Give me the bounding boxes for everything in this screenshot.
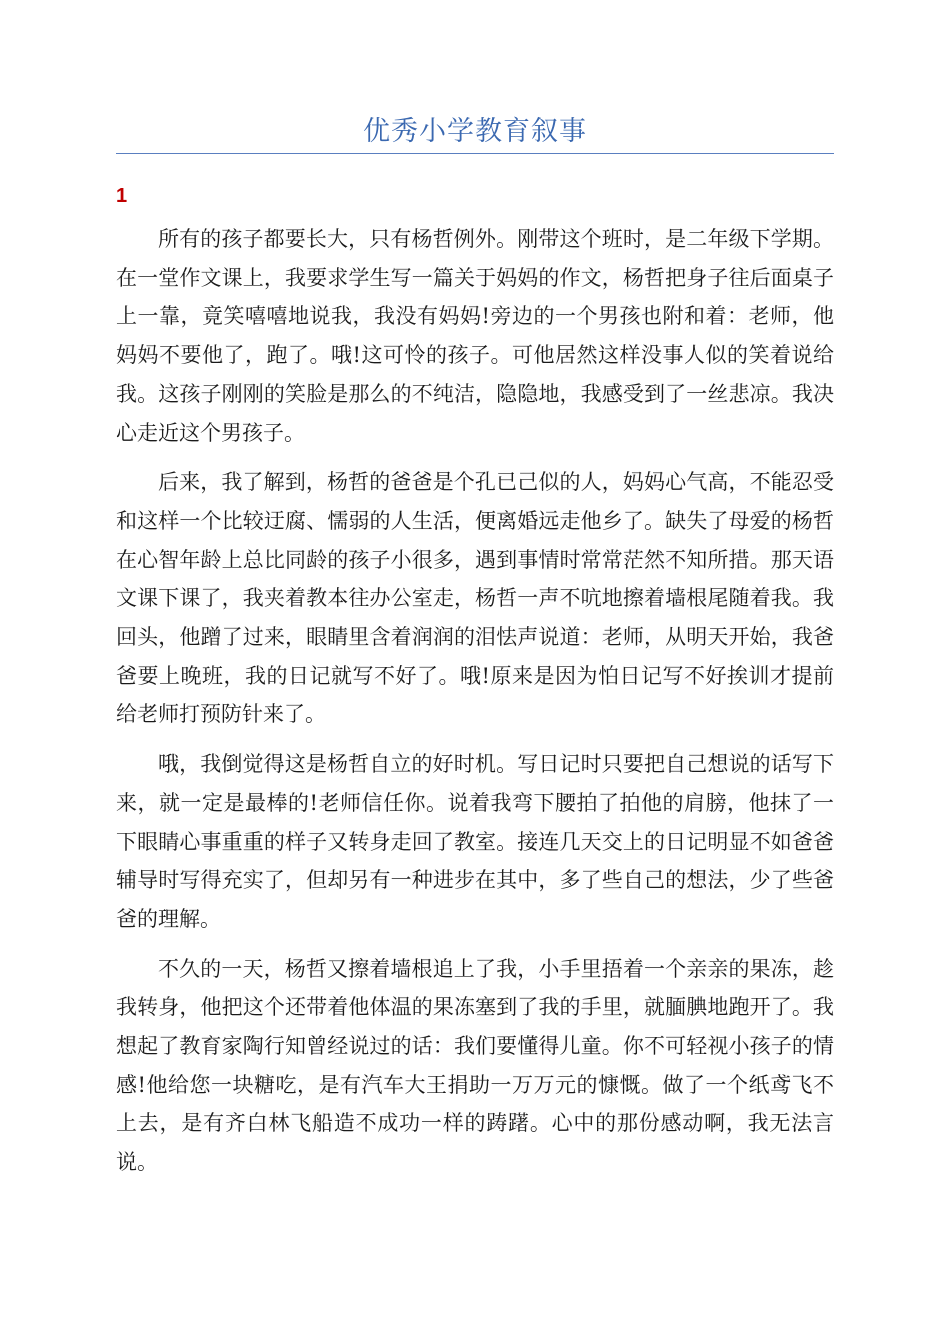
paragraph: 不久的一天，杨哲又擦着墙根追上了我，小手里捂着一个亲亲的果冻，趁我转身，他把这个还带着他体温的果冻塞到了我的手里，就腼腆地跑开了。我想起了教育家陶行知曾经说过的话：我们要懂得儿童。你不可轻视小孩子的情感!他给您一块糖吃，是有汽车大王捐助一万万元的慷慨。做了一个纸鸢飞不上去，是有齐白林飞船造不成功一样的踌躇。心中的那份感动啊，我无法言说。	[116, 956, 834, 1175]
paragraph: 哦，我倒觉得这是杨哲自立的好时机。写日记时只要把自己想说的话写下来，就一定是最棒的!老师信任你。说着我弯下腰拍了拍他的肩膀，他抹了一下眼睛心事重重的样子又转身走回了教室。接连几天交上的日记明显不如爸爸辅导时写得充实了，但却另有一种进步在其中，多了些自己的想法，少了些爸爸的理解。	[116, 752, 834, 931]
title-underline	[116, 153, 834, 154]
paragraph: 后来，我了解到，杨哲的爸爸是个孔已己似的人，妈妈心气高，不能忍受和这样一个比较迂腐、懦弱的人生活，便离婚远走他乡了。缺失了母爱的杨哲在心智年龄上总比同龄的孩子小很多，遇到事情时常常茫然不知所措。那天语文课下课了，我夹着教本往办公室走，杨哲一声不吭地擦着墙根尾随着我。我回头，他蹭了过来，眼睛里含着润润的泪怯声说道：老师，从明天开始，我爸爸要上晚班，我的日记就写不好了。哦!原来是因为怕日记写不好挨训才提前给老师打预防针来了。	[116, 470, 834, 727]
paragraph: 所有的孩子都要长大，只有杨哲例外。刚带这个班时，是二年级下学期。在一堂作文课上，我要求学生写一篇关于妈妈的作文，杨哲把身子往后面桌子上一靠，竟笑嘻嘻地说我，我没有妈妈!旁边的一个男孩也附和着：老师，他妈妈不要他了，跑了。哦!这可怜的孩子。可他居然这样没事人似的笑着说给我。这孩子刚刚的笑脸是那么的不纯洁，隐隐地，我感受到了一丝悲凉。我决心走近这个男孩子。	[116, 227, 834, 445]
section-number: 1	[116, 185, 128, 207]
document-body	[116, 220, 834, 1193]
document-title: 优秀小学教育叙事	[363, 116, 587, 147]
